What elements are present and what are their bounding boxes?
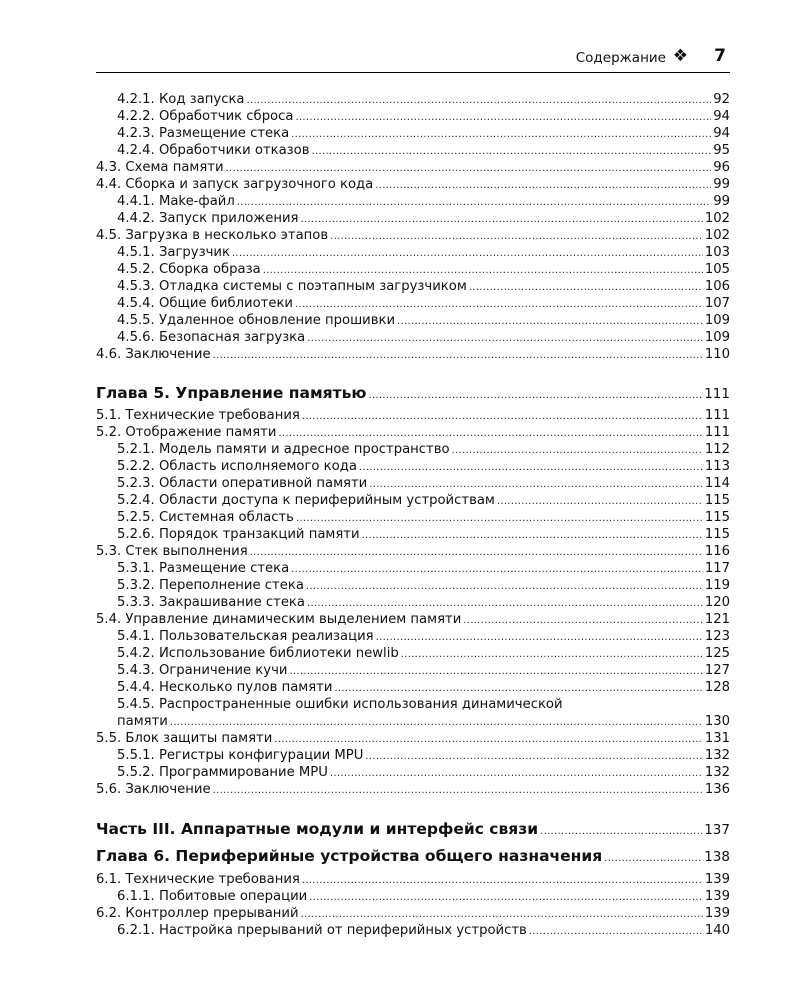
toc-entry-page: 128 — [704, 680, 730, 695]
toc-entry-page: 121 — [704, 612, 730, 627]
toc-entry — [96, 407, 730, 424]
toc-entry — [117, 747, 730, 764]
toc-entry-title: 5.2.1. Модель памяти и адресное пространство — [117, 442, 450, 457]
dot-leader — [247, 92, 712, 109]
toc-entry-page: 110 — [704, 347, 730, 362]
toc-entry-title: 5.3.1. Размещение стека — [117, 561, 290, 576]
toc-entry-title: 6.1. Технические требования — [96, 872, 300, 887]
toc-entry-page: 115 — [704, 493, 730, 508]
toc-entry-page: 140 — [704, 923, 730, 938]
toc-entry — [96, 871, 730, 888]
toc-entry-page: 112 — [704, 442, 730, 457]
dot-leader — [306, 578, 703, 595]
toc-entry-page: 136 — [704, 782, 730, 797]
toc-entry-page: 107 — [704, 296, 730, 311]
toc-entry — [117, 764, 730, 781]
toc-entry — [117, 458, 730, 475]
toc-entry-page: 94 — [713, 109, 730, 124]
toc-entry-page: 130 — [704, 714, 730, 729]
toc-entry — [96, 227, 730, 244]
toc-entry-title: 4.2.2. Обработчик сброса — [117, 109, 294, 124]
dot-leader — [302, 872, 703, 889]
toc-entry — [117, 679, 730, 696]
dot-leader — [226, 160, 712, 177]
dot-leader — [307, 595, 703, 612]
toc-entry — [96, 730, 730, 747]
toc-entry-page: 132 — [704, 748, 730, 763]
toc-entry-page: 95 — [713, 143, 730, 158]
toc-entry-page: 102 — [704, 211, 730, 226]
dot-leader — [330, 765, 703, 782]
toc-entry-page: 123 — [704, 629, 730, 644]
toc-entry-page: 119 — [704, 578, 730, 593]
toc-chapter — [96, 846, 730, 866]
dot-leader — [452, 442, 703, 459]
toc-chapter — [96, 383, 730, 403]
toc-entry-title: 4.5. Загрузка в несколько этапов — [96, 228, 329, 243]
toc-entry-title: 5.4.5. Распространенные ошибки использования динамической — [117, 697, 563, 712]
toc-entry — [117, 577, 730, 594]
toc-entry — [117, 261, 730, 278]
dot-leader — [309, 889, 703, 906]
dot-leader — [213, 782, 703, 799]
toc-entry-title: 5.5.1. Регистры конфигурации MPU — [117, 748, 364, 763]
toc-entry-title: памяти — [117, 714, 168, 729]
toc-entry-title: 5.4. Управление динамическим выделением памяти — [96, 612, 462, 627]
toc-entry — [117, 645, 730, 662]
toc-entry — [117, 210, 730, 227]
toc-entry-page: 111 — [704, 425, 730, 440]
toc-entry-page: 139 — [704, 906, 730, 921]
toc-entry-page: 99 — [713, 177, 730, 192]
dot-leader — [604, 849, 702, 869]
toc-entry-page: 96 — [713, 160, 730, 175]
toc-entry-title: 4.2.4. Обработчики отказов — [117, 143, 310, 158]
toc-entry-page: 139 — [704, 872, 730, 887]
toc-entry — [117, 526, 730, 543]
toc-entry — [96, 905, 730, 922]
toc-entry — [117, 492, 730, 509]
dot-leader — [289, 663, 702, 680]
toc-entry-title: 5.5.2. Программирование MPU — [117, 765, 328, 780]
toc-entry — [117, 441, 730, 458]
toc-entry — [117, 108, 730, 125]
dot-leader — [529, 923, 703, 940]
toc-entry-page: 109 — [704, 330, 730, 345]
dot-leader — [296, 510, 703, 527]
toc-entry-page: 138 — [704, 849, 730, 865]
toc-entry-page: 113 — [704, 459, 730, 474]
dot-leader — [302, 408, 703, 425]
toc-entry-title: 5.2.6. Порядок транзакций памяти — [117, 527, 360, 542]
toc-entry — [96, 176, 730, 193]
dot-leader — [301, 906, 703, 923]
toc-entry-page: 114 — [704, 476, 730, 491]
toc-entry-page: 115 — [704, 510, 730, 525]
running-head-title: Содержание — [575, 50, 666, 66]
toc-entry-title: 4.5.3. Отладка системы с поэтапным загрузчиком — [117, 279, 467, 294]
toc-entry — [117, 560, 730, 577]
toc-entry-page: 92 — [713, 92, 730, 107]
toc-entry — [117, 91, 730, 108]
toc-entry-page: 102 — [704, 228, 730, 243]
dot-leader — [291, 126, 711, 143]
toc-entry-title: 6.2.1. Настройка прерываний от периферийных устройств — [117, 923, 527, 938]
dot-leader — [540, 822, 702, 842]
toc-entry — [117, 278, 730, 295]
toc-part-title: Часть III. Аппаратные модули и интерфейс связи — [96, 820, 539, 838]
dot-leader — [312, 143, 712, 160]
toc-entry-title: 5.2. Отображение памяти — [96, 425, 277, 440]
dot-leader — [301, 211, 703, 228]
toc-entry — [96, 159, 730, 176]
toc-entry-title: 5.2.3. Области оперативной памяти — [117, 476, 368, 491]
toc-entry — [117, 312, 730, 329]
toc-entry-title: 4.2.3. Размещение стека — [117, 126, 290, 141]
toc-entry-page: 105 — [704, 262, 730, 277]
dot-leader — [295, 296, 703, 313]
toc-entry — [117, 662, 730, 679]
toc-entry-title: 4.6. Заключение — [96, 347, 211, 362]
dot-leader — [250, 544, 703, 561]
dot-leader — [469, 279, 703, 296]
toc-part — [96, 819, 730, 839]
toc-chapter-title: Глава 6. Периферийные устройства общего назначения — [96, 847, 603, 865]
toc-entry — [117, 594, 730, 611]
toc-entry — [117, 142, 730, 159]
dot-leader — [362, 527, 703, 544]
toc-entry-title: 5.3.2. Переполнение стека — [117, 578, 304, 593]
dot-leader — [369, 476, 703, 493]
toc-entry — [96, 346, 730, 363]
toc-entry — [117, 295, 730, 312]
toc-entry-title: 5.4.1. Пользовательская реализация — [117, 629, 374, 644]
dot-leader — [213, 347, 703, 364]
toc-entry-title: 5.2.2. Область исполняемого кода — [117, 459, 357, 474]
toc-entry-title: 5.2.4. Области доступа к периферийным устройствам — [117, 493, 495, 508]
toc-entry-title: 4.5.4. Общие библиотеки — [117, 296, 293, 311]
toc-entry-title: 5.4.4. Несколько пулов памяти — [117, 680, 333, 695]
toc-entry-continuation — [117, 713, 730, 730]
toc-entry-title: 5.3.3. Закрашивание стека — [117, 595, 305, 610]
toc-entry — [96, 781, 730, 798]
toc-entry — [117, 125, 730, 142]
toc-entry-title: 4.5.6. Безопасная загрузка — [117, 330, 306, 345]
toc-entry-title: 4.4.2. Запуск приложения — [117, 211, 299, 226]
dot-leader — [334, 680, 702, 697]
toc-entry-title: 5.4.3. Ограничение кучи — [117, 663, 288, 678]
toc-entry — [117, 922, 730, 939]
toc-entry-page: 94 — [713, 126, 730, 141]
toc-entry-page: 111 — [704, 408, 730, 423]
dot-leader — [274, 731, 703, 748]
toc-entry-page: 103 — [704, 245, 730, 260]
dot-leader — [368, 386, 702, 406]
dot-leader — [376, 629, 703, 646]
dot-leader — [375, 177, 711, 194]
toc-entry-page: 99 — [713, 194, 730, 209]
toc-entry — [117, 193, 730, 210]
dot-leader — [397, 313, 703, 330]
dot-leader — [330, 228, 703, 245]
dot-leader — [307, 330, 703, 347]
dot-leader — [365, 748, 702, 765]
toc-entry-title: 4.5.5. Удаленное обновление прошивки — [117, 313, 396, 328]
toc-entry-title: 4.5.1. Загрузчик — [117, 245, 230, 260]
toc-entry-page: 111 — [704, 386, 730, 402]
toc-entry-page: 132 — [704, 765, 730, 780]
toc-entry-title: 5.2.5. Системная область — [117, 510, 294, 525]
toc-entry-page: 131 — [704, 731, 730, 746]
toc-entry-title: 4.4.1. Make-файл — [117, 194, 235, 209]
toc-entry-title: 5.6. Заключение — [96, 782, 211, 797]
toc-entry — [117, 628, 730, 645]
dot-leader — [295, 109, 711, 126]
toc-entry-page: 106 — [704, 279, 730, 294]
toc-entry-title: 4.3. Схема памяти — [96, 160, 224, 175]
dot-leader — [170, 714, 703, 731]
toc-entry — [96, 424, 730, 441]
toc-entry-title: 4.2.1. Код запуска — [117, 92, 245, 107]
dot-leader — [232, 245, 703, 262]
dot-leader — [278, 425, 702, 442]
toc-entry-page: 125 — [704, 646, 730, 661]
dot-leader — [359, 459, 703, 476]
dot-leader — [237, 194, 711, 211]
toc-entry — [117, 329, 730, 346]
toc-entry-page: 137 — [704, 822, 730, 838]
page-number: 7 — [714, 46, 726, 66]
toc-entry — [117, 888, 730, 905]
toc-entry — [117, 475, 730, 492]
toc-entry-title: 5.1. Технические требования — [96, 408, 300, 423]
toc-entry-page: 117 — [704, 561, 730, 576]
toc-entry-title: 5.4.2. Использование библиотеки newlib — [117, 646, 399, 661]
toc-entry-page: 116 — [704, 544, 730, 559]
dot-leader — [497, 493, 703, 510]
toc-entry-title: 5.3. Стек выполнения — [96, 544, 248, 559]
toc-entry-title: 6.2. Контроллер прерываний — [96, 906, 299, 921]
toc-entry — [117, 244, 730, 261]
fleuron-icon: ❖ — [672, 46, 688, 66]
toc-entry-page: 120 — [704, 595, 730, 610]
toc-entry-title: 6.1.1. Побитовые операции — [117, 889, 308, 904]
toc-entry-page: 139 — [704, 889, 730, 904]
toc-entry-page: 115 — [704, 527, 730, 542]
toc-entry-title: 5.5. Блок защиты памяти — [96, 731, 273, 746]
toc-entry — [117, 696, 730, 713]
toc-entry-title: 4.4. Сборка и запуск загрузочного кода — [96, 177, 374, 192]
toc-entry — [96, 543, 730, 560]
dot-leader — [463, 612, 703, 629]
dot-leader — [291, 561, 703, 578]
toc-entry-page: 109 — [704, 313, 730, 328]
dot-leader — [401, 646, 703, 663]
toc-entry-title: 4.5.2. Сборка образа — [117, 262, 261, 277]
dot-leader — [263, 262, 703, 279]
toc-entry — [117, 509, 730, 526]
toc-entry — [96, 611, 730, 628]
toc-chapter-title: Глава 5. Управление памятью — [96, 384, 367, 402]
toc-entry-page: 127 — [704, 663, 730, 678]
